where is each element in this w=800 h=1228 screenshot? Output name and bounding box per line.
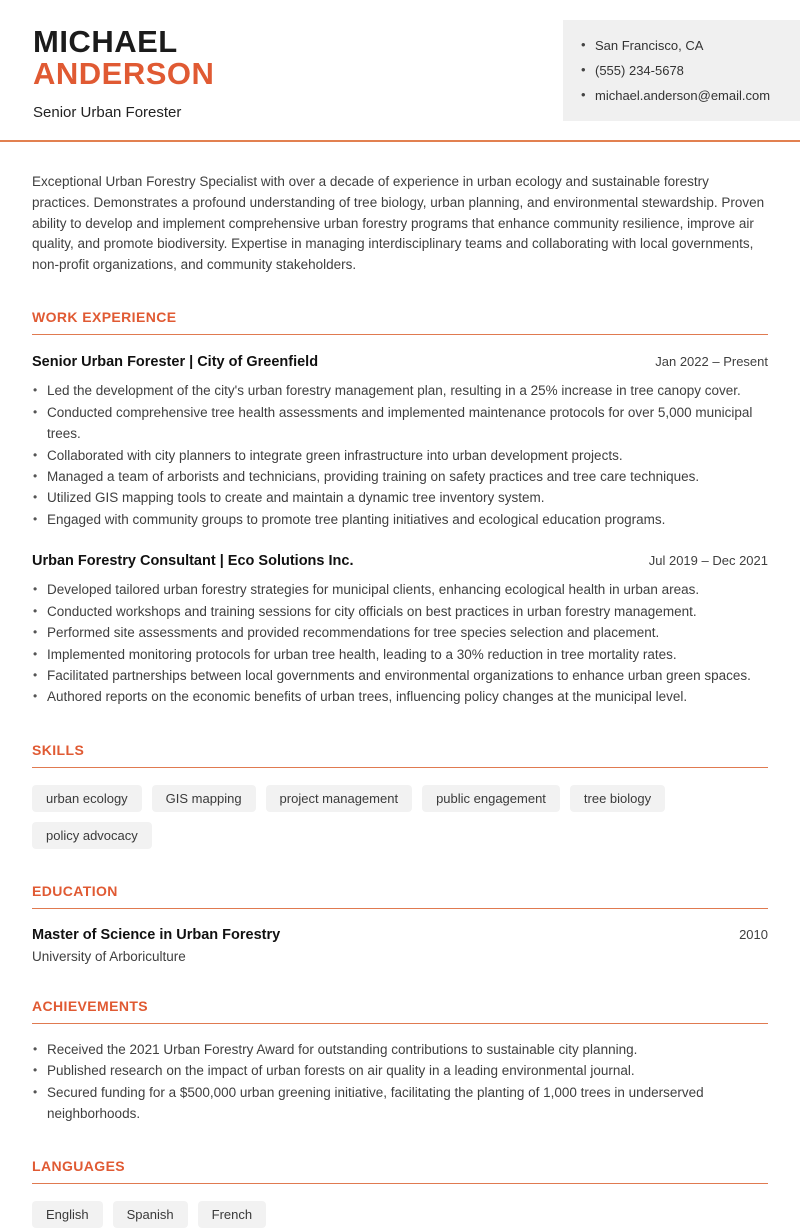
job-bullet-text: Performed site assessments and provided recommendations for tree species selection and placement.: [47, 625, 660, 641]
bullet-icon: •: [33, 404, 38, 419]
contact-phone: [581, 58, 780, 83]
bullet-icon: •: [33, 646, 38, 661]
skill-chip: project management: [266, 785, 413, 812]
achievement-bullet: [32, 1060, 768, 1081]
job-bullet: [32, 665, 768, 686]
skills-heading: SKILLS: [32, 742, 768, 768]
bullet-icon: •: [33, 1084, 38, 1099]
bullet-icon: •: [581, 37, 586, 52]
section-work-experience: [32, 309, 768, 707]
degree-title: Master of Science in Urban Forestry: [32, 926, 281, 943]
job-bullet-list: [32, 380, 768, 530]
bullet-icon: •: [33, 1063, 38, 1078]
bullet-icon: •: [581, 87, 586, 102]
bullet-icon: •: [33, 383, 38, 398]
skills-chip-list: [32, 785, 768, 849]
contact-card: [563, 20, 800, 121]
contact-phone-text: (555) 234-5678: [595, 63, 684, 78]
achievements-heading: ACHIEVEMENTS: [32, 998, 768, 1024]
bullet-icon: •: [33, 511, 38, 526]
job-bullet-text: Implemented monitoring protocols for urban tree health, leading to a 30% reduction in tree mortality rates.: [47, 646, 677, 662]
resume-header: [0, 0, 800, 121]
job-bullet: [32, 466, 768, 487]
skill-chip: urban ecology: [32, 785, 142, 812]
achievement-text: Secured funding for a $500,000 urban greening initiative, facilitating the planting of 1,000 trees in underserved neighborhoods.: [47, 1084, 704, 1121]
job-bullet: [32, 402, 768, 445]
skill-chip: tree biology: [570, 785, 665, 812]
last-name: ANDERSON: [33, 56, 215, 92]
name-block: [33, 20, 214, 121]
bullet-icon: •: [33, 625, 38, 640]
job-bullet-text: Managed a team of arborists and technicians, providing training on safety practices and tree care techniques.: [47, 469, 700, 485]
school-name: University of Arboriculture: [32, 948, 186, 964]
job-bullet: [32, 487, 768, 508]
achievement-text: Published research on the impact of urban forests on air quality in a leading environmental journal.: [47, 1063, 635, 1079]
job-bullet-text: Facilitated partnerships between local governments and environmental organizations to enhance urban green spaces.: [47, 667, 751, 683]
bullet-icon: •: [33, 1041, 38, 1056]
section-languages: [32, 1158, 768, 1228]
summary-paragraph: Exceptional Urban Forestry Specialist with over a decade of experience in urban ecology and sustainable forestry practices. Demonstrates a profound understanding of tree biology, urban planning, and environmental stewardship. Proven ability to develop and implement comprehensive urban forestry programs that enhance community resilience, improve air quality, and promote biodiversity. Expertise in managing interdisciplinary teams and collaborating with local governments, non-profit organizations, and community stakeholders.: [32, 174, 765, 272]
languages-heading: LANGUAGES: [32, 1158, 768, 1184]
job-bullet-text: Utilized GIS mapping tools to create and maintain a dynamic tree inventory system.: [47, 490, 545, 506]
bullet-icon: •: [33, 469, 38, 484]
contact-email: [581, 83, 780, 108]
job-bullet: [32, 445, 768, 466]
contact-location-text: San Francisco, CA: [595, 38, 704, 53]
bullet-icon: •: [33, 490, 38, 505]
job-bullet: [32, 380, 768, 401]
job-bullet: [32, 686, 768, 707]
education-entry: [32, 927, 768, 943]
language-chip: French: [198, 1201, 266, 1228]
job-bullet-text: Conducted comprehensive tree health assessments and implemented maintenance protocols for over 5,000 municipal trees.: [47, 404, 753, 442]
contact-email-text: michael.anderson@email.com: [595, 88, 771, 103]
job-bullet: [32, 644, 768, 665]
skill-chip: public engagement: [422, 785, 560, 812]
job-dates: Jan 2022 – Present: [655, 354, 768, 370]
job-title: Urban Forestry Consultant | Eco Solutions Inc.: [32, 553, 354, 570]
job-bullet-text: Led the development of the city's urban forestry management plan, resulting in a 25% increase in tree canopy cover.: [47, 383, 741, 399]
education-heading: EDUCATION: [32, 883, 768, 909]
job-bullet-text: Conducted workshops and training sessions for city officials on best practices in urban forestry management.: [47, 603, 697, 619]
job-dates: Jul 2019 – Dec 2021: [648, 553, 768, 569]
bullet-icon: •: [33, 603, 38, 618]
resume-body: [0, 172, 800, 1228]
bullet-icon: •: [33, 447, 38, 462]
achievement-text: Received the 2021 Urban Forestry Award for outstanding contributions to sustainable city planning.: [47, 1041, 638, 1057]
degree-year: 2010: [739, 926, 768, 942]
work-experience-heading: WORK EXPERIENCE: [32, 309, 768, 335]
skill-chip: policy advocacy: [32, 822, 152, 849]
section-education: [32, 883, 768, 964]
header-divider: [0, 140, 800, 142]
language-chip: Spanish: [113, 1201, 188, 1228]
job-bullet: [32, 579, 768, 600]
contact-location: [581, 33, 780, 58]
job-title: Senior Urban Forester | City of Greenfield: [32, 354, 319, 371]
job-bullet-text: Collaborated with city planners to integrate green infrastructure into urban development projects.: [47, 447, 623, 463]
skill-chip: GIS mapping: [152, 785, 256, 812]
job-bullet: [32, 601, 768, 622]
job-bullet: [32, 622, 768, 643]
job-bullet-text: Authored reports on the economic benefits of urban trees, influencing policy changes at the municipal level.: [47, 689, 688, 705]
role-title: Senior Urban Forester: [33, 104, 182, 122]
job-bullet-text: Developed tailored urban forestry strategies for municipal clients, enhancing ecological health in urban areas.: [47, 582, 700, 598]
achievements-list: [32, 1039, 768, 1125]
bullet-icon: •: [581, 62, 586, 77]
first-name: MICHAEL: [33, 24, 178, 59]
job-entry: [32, 553, 768, 707]
section-achievements: [32, 998, 768, 1125]
bullet-icon: •: [33, 582, 38, 597]
contact-list: [581, 33, 780, 108]
job-bullet-text: Engaged with community groups to promote tree planting initiatives and ecological education programs.: [47, 511, 666, 527]
language-chip: English: [32, 1201, 103, 1228]
job-header: [32, 354, 768, 370]
achievement-bullet: [32, 1039, 768, 1060]
bullet-icon: •: [33, 689, 38, 704]
bullet-icon: •: [33, 667, 38, 682]
job-header: [32, 553, 768, 569]
job-bullet: [32, 509, 768, 530]
achievement-bullet: [32, 1082, 768, 1125]
languages-chip-list: [32, 1201, 768, 1228]
job-entry: [32, 354, 768, 530]
job-bullet-list: [32, 579, 768, 707]
section-skills: [32, 742, 768, 849]
